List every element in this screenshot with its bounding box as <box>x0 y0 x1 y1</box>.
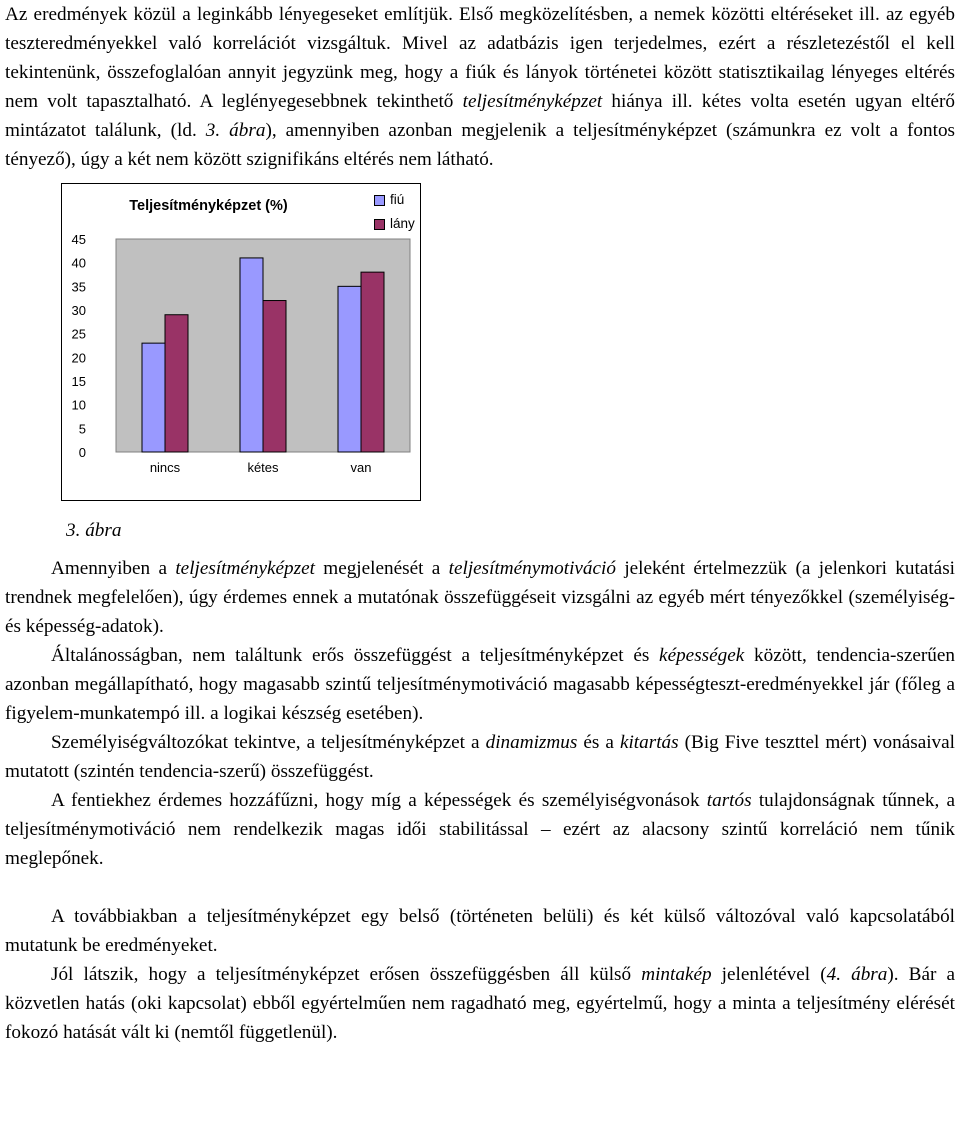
text-run: ). Bár a közvetlen hatás (oki kapcsolat) ebből egyértelműen nem ragadható meg, egyértelmű, hogy a minta a teljesítmény elérését fokozó hatását vált ki (nemtől függetlenül). <box>5 964 955 1043</box>
paragraph <box>5 902 955 960</box>
italic-text: tartós <box>706 790 752 811</box>
y-tick-label: 10 <box>71 397 86 413</box>
text-run: A fentiekhez érdemes hozzáfűzni, hogy míg a képességek és személyiségvonások <box>51 790 707 811</box>
y-tick-label: 25 <box>71 326 86 342</box>
paragraph <box>5 786 955 873</box>
bar-fiu-0 <box>142 343 165 452</box>
bar-lany-1 <box>263 301 286 452</box>
text-run: Amennyiben a <box>51 558 176 579</box>
document-page <box>5 0 955 1047</box>
bar-lany-2 <box>361 272 384 452</box>
chart-title: Teljesítményképzet (%) <box>129 198 288 214</box>
text-run: tulajdonságnak tűnnek, a teljesítménymotiváció nem rendelkezik magas idői stabilitással – ezért az alacsony szintű korreláció nem tűnik meglepőnek. <box>5 790 955 869</box>
x-tick-label: kétes <box>247 460 279 475</box>
italic-text: teljesítményképzet <box>462 91 603 112</box>
text-run: ), amennyiben azonban megjelenik a teljesítményképzet (számunkra ez volt a fontos tényező), úgy a két nem között szignifikáns eltérés nem látható. <box>5 120 956 170</box>
y-tick-label: 40 <box>71 255 86 271</box>
text-run: hiánya ill. kétes volta esetén ugyan eltérő mintázatot találunk, (ld. <box>5 91 956 141</box>
figure-caption: 3. ábra <box>66 520 122 541</box>
y-tick-label: 35 <box>71 279 86 295</box>
y-tick-label: 30 <box>71 303 86 318</box>
text-run: jeleként értelmezzük (a jelenkori kutatási trendnek megfelelően), úgy érdemes ennek a mutatónak összefüggéseit vizsgálni az egyéb mért tényezőkkel (személyiség- és képesség-adatok). <box>5 558 955 637</box>
bar-fiu-1 <box>240 258 263 452</box>
text-run: és a <box>577 732 620 753</box>
text-run: (Big Five teszttel mért) vonásaival mutatott (szintén tendencia-szerű) összefüggést. <box>5 732 955 782</box>
legend-label-fiu: fiú <box>390 192 405 207</box>
chart-legend <box>374 188 415 236</box>
y-tick-label: 0 <box>78 445 86 460</box>
italic-text: mintakép <box>641 964 712 985</box>
legend-swatch-fiu <box>374 195 385 206</box>
paragraph <box>5 728 955 786</box>
x-tick-label: van <box>350 460 372 475</box>
legend-item-lany <box>374 212 415 236</box>
italic-text: 3. ábra <box>205 120 266 141</box>
bar-chart-svg <box>62 184 420 500</box>
y-tick-label: 15 <box>71 374 86 389</box>
italic-text: képességek <box>659 645 745 666</box>
figure-3 <box>5 174 955 554</box>
text-run: Jól látszik, hogy a teljesítményképzet erősen összefüggésben áll külső <box>51 964 642 985</box>
text-run: Általánosságban, nem találtunk erős összefüggést a teljesítményképzet és <box>51 645 660 666</box>
paragraph <box>5 641 955 728</box>
text-run: között, tendencia-szerűen azonban megállapítható, hogy magasabb szintű teljesítménymotiváció magasabb képességteszt-eredményekkel jár (főleg a figyelem-munkatempó ill. a logikai készség esetében). <box>5 645 956 724</box>
text-block-bottom <box>5 554 955 1047</box>
legend-label-lany: lány <box>390 216 415 231</box>
italic-text: teljesítményképzet <box>175 558 315 579</box>
chart-container <box>61 183 421 501</box>
text-block-top <box>5 0 955 174</box>
paragraph <box>5 960 955 1047</box>
bar-fiu-2 <box>338 286 361 452</box>
paragraph <box>5 554 955 641</box>
italic-text: kitartás <box>619 732 679 753</box>
italic-text: dinamizmus <box>485 732 578 753</box>
legend-swatch-lany <box>374 219 385 230</box>
italic-text: teljesítménymotiváció <box>448 558 616 579</box>
y-tick-label: 20 <box>71 350 86 366</box>
y-tick-label: 5 <box>78 421 86 437</box>
text-run: Az eredmények közül a leginkább lényegeseket említjük. Első megközelítésben, a nemek közötti eltéréseket ill. az egyéb teszteredményekkel való korrelációt vizsgáltuk. Mivel az adatbázis igen terjedelmes, ezért a részletezéstől el kell tekintenünk, összefoglalóan annyit jegyzünk meg, hogy a fiúk és lányok történetei között statisztikailag lényeges eltérés nem volt tapasztalható. A leglényegesebbnek tekinthető <box>5 4 955 112</box>
legend-item-fiu <box>374 188 415 212</box>
x-tick-label: nincs <box>149 460 181 475</box>
text-run: megjelenését a <box>314 558 449 579</box>
bar-lany-0 <box>165 315 188 452</box>
italic-text: 4. ábra <box>826 964 888 985</box>
text-run: A továbbiakban a teljesítményképzet egy belső (történeten belüli) és két külső változóval való kapcsolatából mutatunk be eredményeket. <box>5 906 955 956</box>
text-run: Személyiségváltozókat tekintve, a teljesítményképzet a <box>51 732 486 753</box>
y-tick-label: 45 <box>71 232 86 247</box>
paragraph <box>5 0 955 174</box>
text-run: jelenlétével ( <box>711 964 827 985</box>
